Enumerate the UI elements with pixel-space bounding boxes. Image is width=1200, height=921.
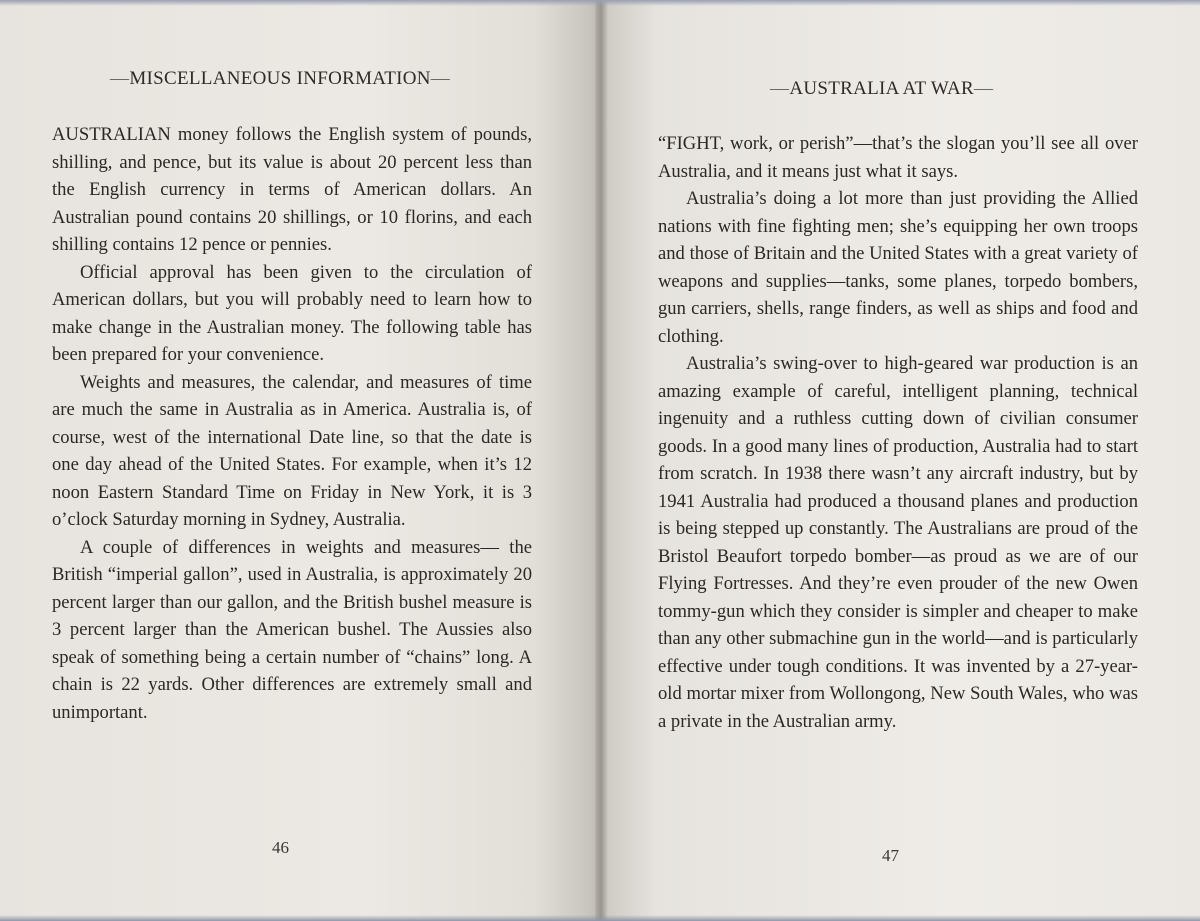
left-running-head	[110, 68, 450, 90]
right-body-text	[658, 130, 1138, 735]
book-gutter	[594, 0, 608, 921]
right-running-head-title: AUSTRALIA AT WAR	[789, 78, 974, 99]
left-head-dash-end: —	[430, 68, 451, 89]
bottom-edge-shadow	[0, 915, 1200, 921]
paragraph: Australia’s swing-over to high-geared war production is an amazing example of careful, intelligent planning, technical ingenuity and a ruthless cutting down of civilian consumer goods. In a good many lines of production, Australia had to start from scratch. In 1938 there wasn’t any aircraft industry, but by 1941 Australia had produced a thousand planes and production is being stepped up constantly. The Australians are proud of the Bristol Beaufort torpedo bomber—as proud as we are of our Flying Fortresses. And they’re even prouder of the new Owen tommy-gun which they consider is simpler and cheaper to make than any other submachine gun in the world—and is particularly effective under tough conditions. It was invented by a 27-year-old mortar mixer from Wollongong, New South Wales, who was a private in the Australian army.	[658, 353, 1138, 732]
left-page-number: 46	[272, 838, 289, 857]
left-head-dash-start: —	[110, 68, 130, 89]
right-head-dash-start: —	[770, 78, 790, 99]
paragraph: A couple of differences in weights and measures— the British “imperial gallon”, used in Australia, is approximately 20 percent larger than our gallon, and the British bushel measure is 3 percent larger than the American bushel. The Aussies also speak of something being a certain number of “chains” long. A chain is 22 yards. Other differences are extremely small and unimportant.	[52, 536, 532, 723]
paragraph: “FIGHT, work, or perish”—that’s the slogan you’ll see all over Australia, and it means just what it says.	[658, 133, 1138, 182]
right-head-dash-end: —	[973, 78, 994, 99]
left-running-head-title: MISCELLANEOUS INFORMATION	[129, 68, 431, 89]
top-edge-shadow	[0, 0, 1200, 6]
paragraph: Official approval has been given to the circulation of American dollars, but you will probably need to learn how to make change in the Australian money. The following table has been prepared for your convenience.	[52, 261, 532, 365]
paragraph: Weights and measures, the calendar, and measures of time are much the same in Australia as in America. Australia is, of course, west of the international Date line, so that the date is one day ahead of the United States. For example, when it’s 12 noon Eastern Standard Time on Friday in New York, it is 3 o’clock Saturday morning in Sydney, Australia.	[52, 371, 532, 530]
left-body-text	[52, 121, 532, 726]
right-running-head	[770, 78, 993, 100]
right-page-number: 47	[882, 846, 899, 865]
paragraph: AUSTRALIAN money follows the English system of pounds, shilling, and pence, but its value is about 20 percent less than the English currency in terms of American dollars. An Australian pound contains 20 shillings, or 10 florins, and each shilling contains 12 pence or pennies.	[52, 124, 532, 255]
paragraph: Australia’s doing a lot more than just providing the Allied nations with fine fighting men; she’s equipping her own troops and those of Britain and the United States with a great variety of weapons and supplies—tanks, some planes, torpedo bombers, gun carriers, shells, range finders, as well as ships and food and clothing.	[658, 188, 1138, 347]
right-page	[596, 0, 1200, 921]
